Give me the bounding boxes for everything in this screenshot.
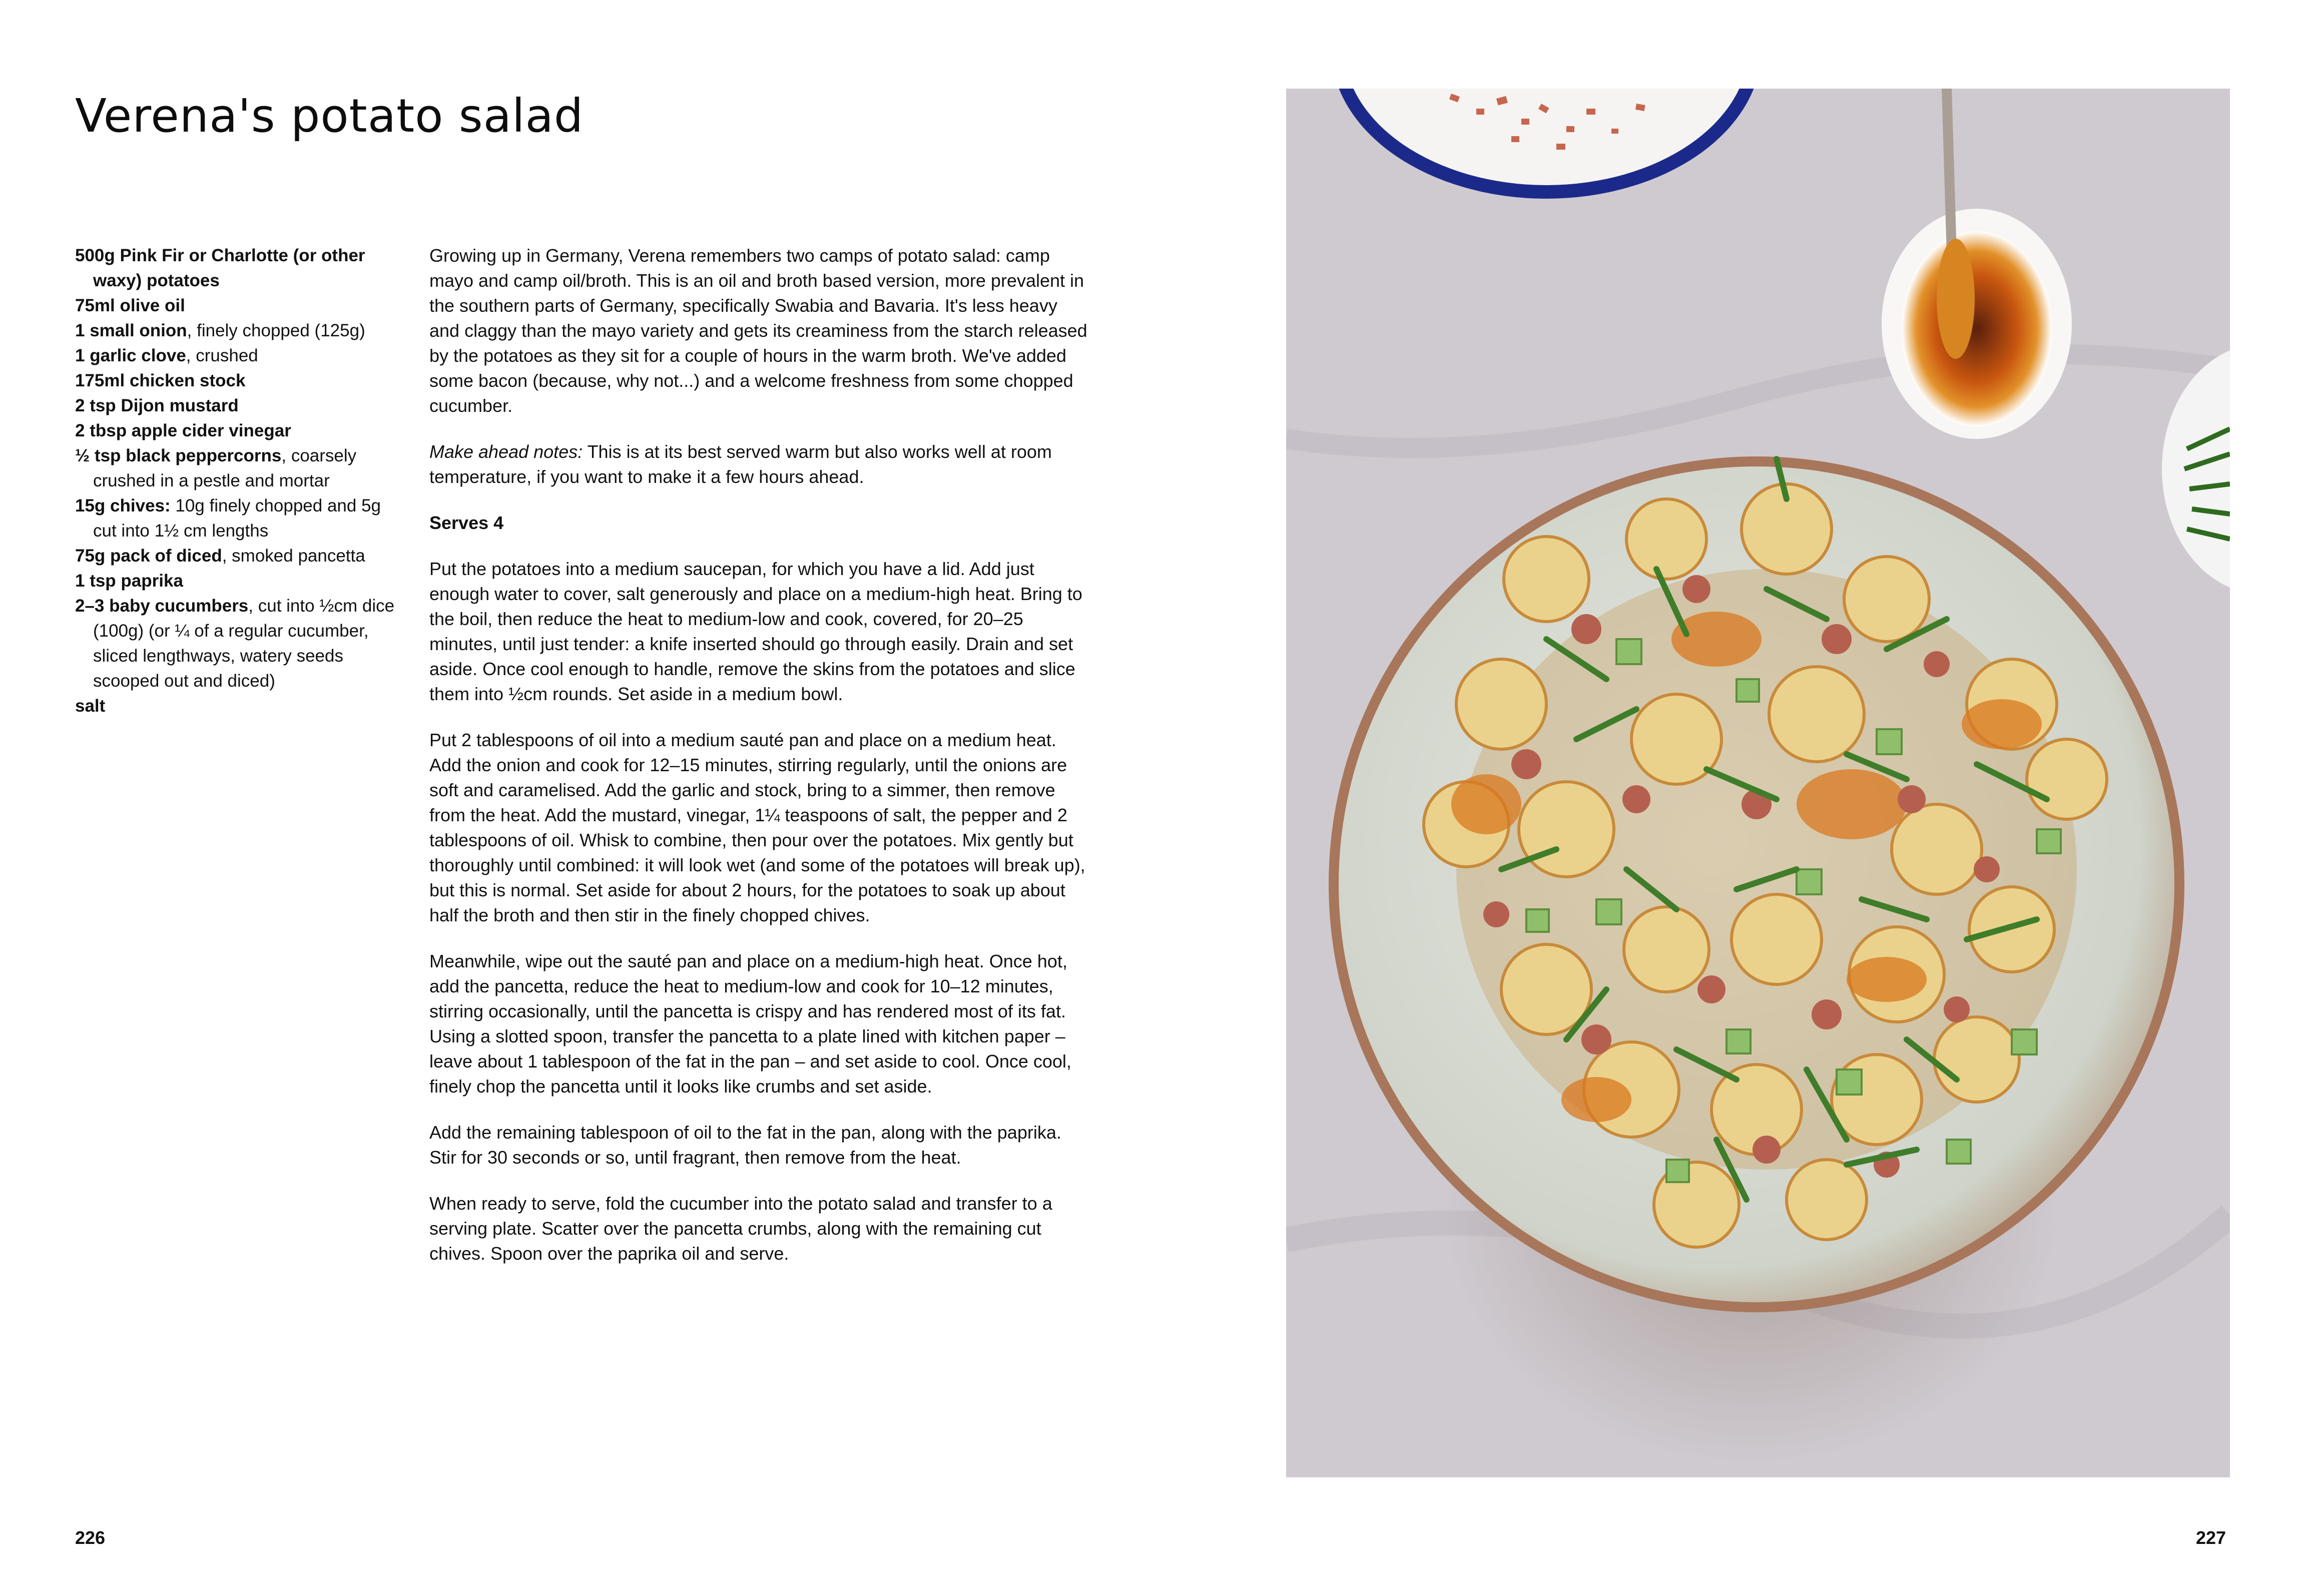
make-ahead-note <box>429 439 1090 489</box>
method-column <box>429 243 1090 1287</box>
ingredient-name: 2 tsp Dijon mustard <box>75 396 239 415</box>
ingredient-name: ½ tsp black peppercorns <box>75 446 282 465</box>
ingredient-item <box>75 493 395 544</box>
method-step: Put the potatoes into a medium saucepan, for which you have a lid. Add just enough water to cover, salt generously and place on a medium-high heat. Bring to the boil, then reduce the heat to medium-low and cook, covered, for 20–25 minutes, until just tender: a knife inserted should go through easily. Drain and set aside. Once cool enough to handle, remove the skins from the potatoes and slice them into ½cm rounds. Set aside in a medium bowl. <box>429 559 1082 704</box>
ingredient-item <box>75 293 395 318</box>
ingredient-item <box>75 343 395 368</box>
ingredient-detail: , finely chopped (125g) <box>187 321 365 340</box>
ingredient-item <box>75 443 395 493</box>
method-step: Put 2 tablespoons of oil into a medium sauté pan and place on a medium heat. Add the onion and cook for 12–15 minutes, stirring regularly, until the onions are soft and caramelised. Add the garlic and stock, bring to a simmer, then remove from the heat. Add the mustard, vinegar, 1¼ teaspoons of salt, the pepper and 2 tablespoons of oil. Whisk to combine, then pour over the potatoes. Mix gently but thoroughly until combined: it will look wet (and some of the potatoes will break up), but this is normal. Set aside for about 2 hours, for the potatoes to soak up about half the broth and then stir in the finely chopped chives. <box>429 730 1085 925</box>
method-step: Add the remaining tablespoon of oil to the fat in the pan, along with the paprika. Stir for 30 seconds or so, until fragrant, then remove from the heat. <box>429 1122 1061 1168</box>
ingredient-detail: , smoked pancetta <box>222 546 365 566</box>
recipe-title: Verena's potato salad <box>75 89 584 143</box>
ingredient-detail: , cut into ½cm dice (100g) (or ¼ of a regular cucumber, sliced lengthways, watery seeds scooped out and diced) <box>93 596 395 691</box>
method-step: Meanwhile, wipe out the sauté pan and place on a medium-high heat. Once hot, add the pancetta, reduce the heat to medium-low and cook for 10–12 minutes, stirring occasionally, until the pancetta is crispy and has rendered most of its fat. Using a slotted spoon, transfer the pancetta to a plate lined with kitchen paper – leave about 1 tablespoon of the fat in the pan – and set aside to cool. Once cool, finely chop the pancetta until it looks like crumbs and set aside. <box>429 951 1071 1097</box>
ingredient-name: 1 tsp paprika <box>75 571 183 591</box>
ingredient-name: 175ml chicken stock <box>75 371 246 390</box>
ingredient-name: 75g pack of diced <box>75 546 222 566</box>
ingredient-name: salt <box>75 696 106 716</box>
make-ahead-label: Make ahead notes: <box>429 441 583 462</box>
ingredient-item <box>75 243 395 293</box>
ingredient-name: 2–3 baby cucumbers <box>75 596 249 616</box>
spoon-bowl <box>1937 239 1975 359</box>
ingredient-name: 500g Pink Fir or Charlotte (or other waxy) potatoes <box>75 246 365 290</box>
page-number-right: 227 <box>2196 1527 2226 1548</box>
ingredient-item <box>75 594 395 694</box>
ingredient-name: 2 tbsp apple cider vinegar <box>75 421 291 440</box>
ingredient-detail: 10g finely chopped and 5g cut into 1½ cm lengths <box>93 496 381 541</box>
ingredient-item <box>75 393 395 418</box>
serves-label: Serves 4 <box>429 512 504 533</box>
ingredient-item <box>75 544 395 569</box>
ingredient-item <box>75 368 395 393</box>
ingredient-name: 15g chives: <box>75 496 171 515</box>
ingredient-name: 1 small onion <box>75 321 187 340</box>
page-number-left: 226 <box>75 1527 106 1548</box>
ingredient-item <box>75 418 395 443</box>
ingredient-item <box>75 694 395 719</box>
ingredient-item <box>75 569 395 594</box>
intro-paragraph: Growing up in Germany, Verena remembers two camps of potato salad: camp mayo and camp oil/broth. This is an oil and broth based version, more prevalent in the southern parts of Germany, specifically Swabia and Bavaria. It's less heavy and claggy than the mayo variety and gets its creaminess from the starch released by the potatoes as they sit for a couple of hours in the warm broth. We've added some bacon (because, why not...) and a welcome freshness from some chopped cucumber. <box>429 245 1087 416</box>
ingredient-item <box>75 318 395 343</box>
potato-salad-photo <box>1286 89 2230 1477</box>
food-photo-illustration <box>1286 89 2230 1477</box>
ingredients-list <box>75 243 395 719</box>
method-step: When ready to serve, fold the cucumber into the potato salad and transfer to a serving plate. Scatter over the pancetta crumbs, along with the remaining cut chives. Spoon over the paprika oil and serve. <box>429 1193 1052 1264</box>
ingredient-name: 75ml olive oil <box>75 296 185 315</box>
make-ahead-text: This is at its best served warm but also works well at room temperature, if you want to make it a few hours ahead. <box>429 441 1052 487</box>
ingredient-name: 1 garlic clove <box>75 346 186 365</box>
ingredient-detail: , crushed <box>186 346 258 365</box>
ingredient-detail: , coarsely crushed in a pestle and mortar <box>93 446 357 490</box>
